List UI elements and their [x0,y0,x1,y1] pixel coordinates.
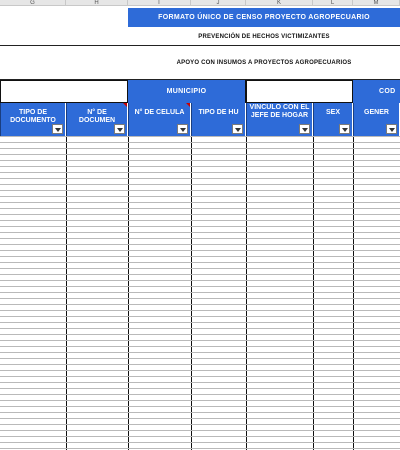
row-line [0,184,400,185]
comment-indicator-icon[interactable] [123,103,127,107]
row-line [0,424,400,425]
row-line [0,160,400,161]
row-line [0,154,400,155]
row-line [0,298,400,299]
row-line [0,304,400,305]
row-line [0,238,400,239]
row-line [0,280,400,281]
row-line [0,448,400,449]
row-line [0,250,400,251]
column-header-g[interactable]: G [0,0,66,6]
support-line[interactable]: APOYO CON INSUMOS A PROYECTOS AGROPECUARIOS [176,60,352,66]
form-subtitle[interactable]: PREVENCIÓN DE HECHOS VICTIMIZANTES [198,33,330,40]
row-line [0,286,400,287]
row-line [0,370,400,371]
header-label: TIPO DE DOCUMENTO [10,109,56,124]
filter-dropdown-icon[interactable] [232,124,243,134]
row-line [0,244,400,245]
row-line [0,352,400,353]
form-title[interactable]: FORMATO ÚNICO DE CENSO PROYECTO AGROPECUARIO [128,8,400,27]
row-line [0,364,400,365]
header-label: SEX [325,109,340,116]
row-line [0,220,400,221]
row-line [0,340,400,341]
row-line [0,436,400,437]
comment-indicator-icon[interactable] [186,103,190,107]
row-line [0,394,400,395]
column-header-j[interactable]: J [191,0,246,6]
filter-dropdown-icon[interactable] [177,124,188,134]
row-line [0,358,400,359]
row-line [0,292,400,293]
column-header-m[interactable]: M [353,0,400,6]
row-line [0,346,400,347]
filter-dropdown-icon[interactable] [339,124,350,134]
row-line [0,136,400,137]
row-line [0,442,400,443]
row-line [0,256,400,257]
row-line [0,382,400,383]
row-line [0,142,400,143]
data-grid[interactable] [0,136,400,450]
header-sexo[interactable] [313,103,353,136]
column-header-l[interactable]: L [313,0,353,6]
row-line [0,412,400,413]
header-label: N° DE DOCUMEN [78,109,116,124]
row-line [0,274,400,275]
header-label: N° DE CELULA [134,109,185,116]
row-line [0,262,400,263]
header-label: GENER [364,109,389,116]
header-numero-celular[interactable] [128,103,191,136]
row-line [0,268,400,269]
row-line [0,406,400,407]
row-line [0,316,400,317]
row-line [0,232,400,233]
row-line [0,322,400,323]
row-line [0,166,400,167]
row-line [0,148,400,149]
row-line [0,418,400,419]
column-header-k[interactable]: K [246,0,313,6]
header-vinculo-jefe-hogar[interactable] [246,103,313,136]
row-line [0,226,400,227]
filter-dropdown-icon[interactable] [52,124,63,134]
header-label: TIPO DE HU [198,109,239,116]
row-line [0,196,400,197]
row-line [0,214,400,215]
header-label: VINCULO CON EL JEFE DE HOGAR [249,104,310,119]
group-cell-blank-2[interactable] [246,80,353,103]
row-line [0,430,400,431]
row-line [0,190,400,191]
row-line [0,310,400,311]
header-tipo-documento[interactable] [0,103,66,136]
row-line [0,388,400,389]
row-line [0,172,400,173]
row-line [0,208,400,209]
header-tipo-hu[interactable] [191,103,246,136]
municipio-header[interactable]: MUNICIPIO [128,80,246,103]
column-header-i[interactable]: I [128,0,191,6]
row-line [0,178,400,179]
border-line [0,45,400,46]
row-line [0,400,400,401]
row-line [0,376,400,377]
filter-dropdown-icon[interactable] [386,124,397,134]
row-line [0,202,400,203]
codigo-header[interactable]: COD [353,80,400,103]
row-line [0,328,400,329]
row-line [0,334,400,335]
header-numero-documento[interactable] [66,103,128,136]
header-genero[interactable] [353,103,400,136]
group-cell-blank[interactable] [0,80,128,103]
filter-dropdown-icon[interactable] [299,124,310,134]
column-header-h[interactable]: H [66,0,128,6]
filter-dropdown-icon[interactable] [114,124,125,134]
